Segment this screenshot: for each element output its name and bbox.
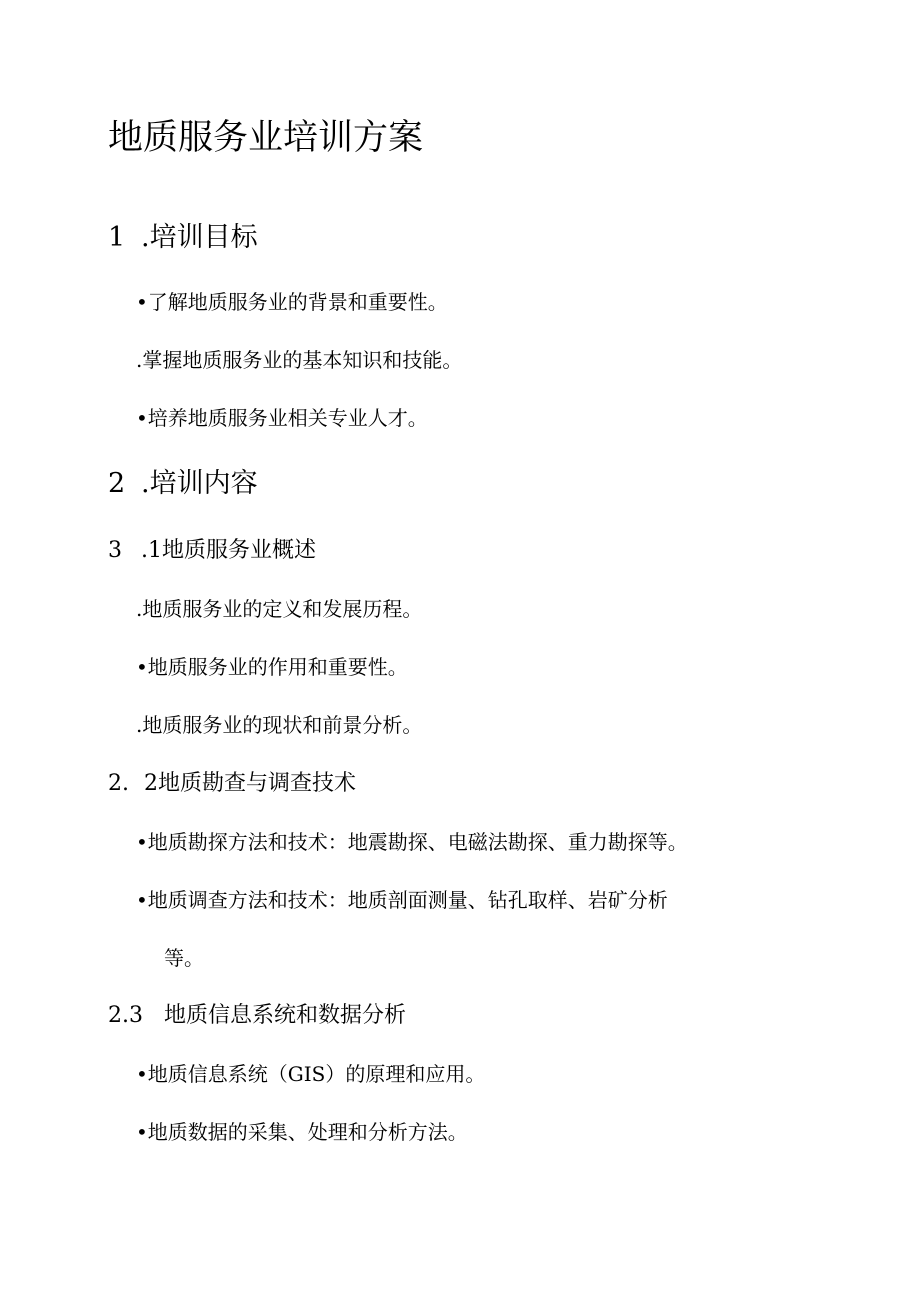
section-heading-text: 地质信息系统和数据分析 bbox=[164, 1003, 407, 1028]
section-heading-text: .培训内容 bbox=[141, 468, 258, 499]
list-item: •了解地质服务业的背景和重要性。 bbox=[136, 290, 448, 314]
list-item-continuation: 等。 bbox=[164, 946, 204, 970]
list-item: •地质勘探方法和技术：地震勘探、电磁法勘探、重力勘探等。 bbox=[136, 830, 688, 854]
document-title: 地质服务业培训方案 bbox=[108, 118, 424, 158]
section-number: 2. bbox=[108, 771, 129, 796]
list-item: •培养地质服务业相关专业人才。 bbox=[136, 406, 428, 430]
list-item: .地质服务业的现状和前景分析。 bbox=[136, 713, 423, 737]
section-number: 3 bbox=[108, 538, 122, 563]
list-item: •地质调查方法和技术：地质剖面测量、钻孔取样、岩矿分析 bbox=[136, 888, 668, 912]
section-number: 1 bbox=[108, 222, 126, 253]
section-heading-training-goals bbox=[108, 224, 258, 251]
section-heading-text: 2地质勘查与调查技术 bbox=[144, 771, 356, 796]
section-number: 2 bbox=[108, 468, 126, 499]
section-heading-text: .培训目标 bbox=[141, 222, 258, 253]
subsection-heading-overview bbox=[108, 540, 316, 562]
section-heading-text: .1地质服务业概述 bbox=[141, 538, 316, 563]
list-item: .地质服务业的定义和发展历程。 bbox=[136, 597, 423, 621]
section-number: 2.3 bbox=[108, 1003, 143, 1028]
list-item: •地质信息系统（GIS）的原理和应用。 bbox=[136, 1062, 486, 1086]
list-item: .掌握地质服务业的基本知识和技能。 bbox=[136, 348, 463, 372]
section-heading-training-content bbox=[108, 470, 258, 497]
list-item: •地质服务业的作用和重要性。 bbox=[136, 655, 408, 679]
subsection-heading-gis bbox=[108, 1005, 406, 1027]
subsection-heading-survey-tech bbox=[108, 773, 356, 795]
list-item: •地质数据的采集、处理和分析方法。 bbox=[136, 1120, 468, 1144]
